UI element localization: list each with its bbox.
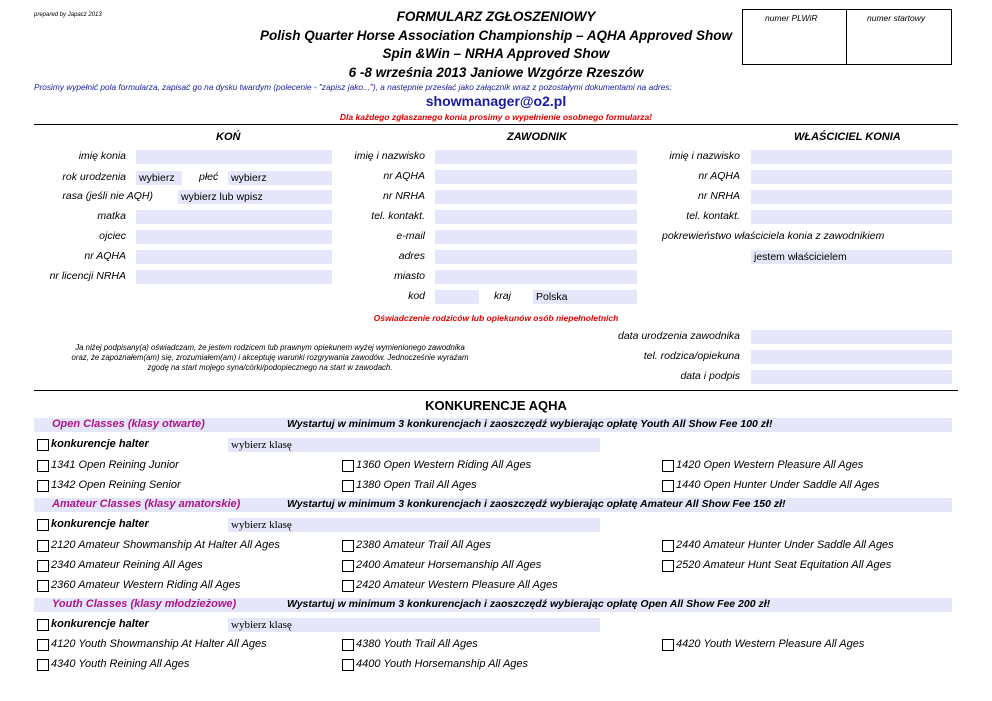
class-checkbox-1380[interactable]	[342, 480, 354, 492]
nrha-license-label: nr licencji NRHA	[49, 270, 126, 282]
event-title: Polish Quarter Horse Association Championship – AQHA Approved Show	[259, 28, 733, 43]
declaration-line-3: zgodę na start mojego syna/córki/podopiecznego na start w zawodach.	[147, 363, 393, 372]
youth-halter-checkbox[interactable]	[37, 619, 49, 631]
class-label-1440: 1440 Open Hunter Under Saddle All Ages	[676, 479, 880, 491]
sex-select[interactable]: wybierz	[228, 171, 332, 185]
start-number-label: numer startowy	[867, 13, 926, 23]
class-checkbox-2340[interactable]	[37, 560, 49, 572]
class-label-2360: 2360 Amateur Western Riding All Ages	[51, 579, 241, 591]
class-label-2520: 2520 Amateur Hunt Seat Equitation All Ages	[676, 559, 892, 571]
amateur-classes-promo: Wystartuj w minimum 3 konkurencjach i zaoszczędź wybierając opłatę Amateur All Show Fee 150 zł!	[287, 498, 786, 510]
relationship-label: pokrewieństwo właściciela konia z zawodnikiem	[662, 230, 885, 242]
parent-phone-field[interactable]	[751, 350, 952, 364]
class-label-2400: 2400 Amateur Horsemanship All Ages	[356, 559, 542, 571]
class-checkbox-2120[interactable]	[37, 540, 49, 552]
class-checkbox-1341[interactable]	[37, 460, 49, 472]
class-label-4120: 4120 Youth Showmanship At Halter All Ages	[51, 638, 267, 650]
breed-label: rasa (jeśli nie AQH)	[62, 190, 153, 202]
class-label-2440: 2440 Amateur Hunter Under Saddle All Ages	[676, 539, 894, 551]
class-checkbox-2420[interactable]	[342, 580, 354, 592]
parents-statement-title: Oświadczenie rodziców lub opiekunów osób niepełnoletnich	[373, 313, 619, 323]
youth-halter-label: konkurencje halter	[51, 618, 149, 630]
class-label-2380: 2380 Amateur Trail All Ages	[356, 539, 491, 551]
rider-email-field[interactable]	[435, 230, 637, 244]
class-label-4380: 4380 Youth Trail All Ages	[356, 638, 478, 650]
country-label: kraj	[494, 290, 511, 302]
birth-year-select[interactable]: wybierz	[136, 171, 182, 185]
rider-city-label: miasto	[394, 270, 425, 282]
postal-code-label: kod	[408, 290, 425, 302]
class-checkbox-4120[interactable]	[37, 639, 49, 651]
class-checkbox-1360[interactable]	[342, 460, 354, 472]
class-label-4400: 4400 Youth Horsemanship All Ages	[356, 658, 529, 670]
event-date-place: 6 -8 września 2013 Janiowe Wzgórze Rzeszów	[348, 65, 644, 80]
open-classes-title: Open Classes (klasy otwarte)	[52, 418, 205, 430]
horse-name-label: imię konia	[78, 150, 126, 162]
country-field[interactable]: Polska	[533, 290, 637, 304]
horse-column-header: KOŃ	[216, 131, 241, 143]
class-checkbox-4400[interactable]	[342, 659, 354, 671]
class-checkbox-2380[interactable]	[342, 540, 354, 552]
class-label-2340: 2340 Amateur Reining All Ages	[51, 559, 203, 571]
open-halter-class-select[interactable]: wybierz klasę	[228, 438, 600, 452]
date-signature-label: data i podpis	[680, 370, 740, 382]
postal-code-field[interactable]	[435, 290, 479, 304]
open-halter-label: konkurencje halter	[51, 438, 149, 450]
open-classes-promo: Wystartuj w minimum 3 konkurencjach i zaoszczędź wybierając opłatę Youth All Show Fee 100 zł!	[287, 418, 773, 430]
dam-label: matka	[97, 210, 126, 222]
rider-city-field[interactable]	[435, 270, 637, 284]
class-label-1342: 1342 Open Reining Senior	[51, 479, 181, 491]
owner-phone-label: tel. kontakt.	[686, 210, 740, 222]
horse-aqha-field[interactable]	[136, 250, 332, 264]
rider-nrha-label: nr NRHA	[382, 190, 425, 202]
class-checkbox-2360[interactable]	[37, 580, 49, 592]
owner-nrha-label: nr NRHA	[697, 190, 740, 202]
class-checkbox-1440[interactable]	[662, 480, 674, 492]
plwir-number-label: numer PLWiR	[765, 13, 818, 23]
nrha-license-field[interactable]	[136, 270, 332, 284]
class-checkbox-1420[interactable]	[662, 460, 674, 472]
divider	[34, 124, 958, 125]
contact-email[interactable]: showmanager@o2.pl	[425, 93, 567, 109]
rider-birthdate-label: data urodzenia zawodnika	[617, 330, 740, 342]
date-signature-field[interactable]	[751, 370, 952, 384]
rider-name-label: imię i nazwisko	[354, 150, 425, 162]
horse-name-field[interactable]	[136, 150, 332, 164]
dam-field[interactable]	[136, 210, 332, 224]
class-checkbox-2520[interactable]	[662, 560, 674, 572]
class-checkbox-2400[interactable]	[342, 560, 354, 572]
class-label-2120: 2120 Amateur Showmanship At Halter All Ages	[51, 539, 280, 551]
owner-aqha-field[interactable]	[751, 170, 952, 184]
owner-phone-field[interactable]	[751, 210, 952, 224]
class-checkbox-4420[interactable]	[662, 639, 674, 651]
birth-year-label: rok urodzenia	[62, 171, 126, 183]
rider-birthdate-field[interactable]	[751, 330, 952, 344]
sex-label: płeć	[199, 171, 219, 183]
number-box	[742, 9, 952, 65]
rider-email-label: e-mail	[396, 230, 425, 242]
owner-name-field[interactable]	[751, 150, 952, 164]
open-halter-checkbox[interactable]	[37, 439, 49, 451]
relationship-select[interactable]: jestem właścicielem	[751, 250, 952, 264]
event-subtitle: Spin &Win – NRHA Approved Show	[382, 46, 610, 61]
class-checkbox-4380[interactable]	[342, 639, 354, 651]
youth-classes-title: Youth Classes (klasy młodzieżowe)	[52, 598, 237, 610]
owner-column-header: WŁAŚCICIEL KONIA	[794, 131, 901, 143]
class-checkbox-1342[interactable]	[37, 480, 49, 492]
rider-aqha-label: nr AQHA	[383, 170, 425, 182]
rider-address-label: adres	[398, 250, 425, 262]
class-label-2420: 2420 Amateur Western Pleasure All Ages	[356, 579, 558, 591]
amateur-halter-label: konkurencje halter	[51, 518, 149, 530]
class-label-4340: 4340 Youth Reining All Ages	[51, 658, 190, 670]
rider-nrha-field[interactable]	[435, 190, 637, 204]
per-horse-note: Dla każdego zgłaszanego konia prosimy o wypełnienie osobnego formularza!	[339, 112, 653, 122]
class-label-1420: 1420 Open Western Pleasure All Ages	[676, 459, 864, 471]
amateur-classes-title: Amateur Classes (klasy amatorskie)	[52, 498, 241, 510]
class-label-1380: 1380 Open Trail All Ages	[356, 479, 477, 491]
declaration-line-1: Ja niżej podpisany(a) oświadczam, że jestem rodzicem lub prawnym opiekunem wyżej wymienionego zawodnika	[75, 343, 465, 352]
prepared-by-note: prepared by Japacz 2013	[34, 12, 102, 18]
class-label-4420: 4420 Youth Western Pleasure All Ages	[676, 638, 865, 650]
class-checkbox-2440[interactable]	[662, 540, 674, 552]
sire-field[interactable]	[136, 230, 332, 244]
sire-label: ojciec	[99, 230, 126, 242]
rider-phone-label: tel. kontakt.	[371, 210, 425, 222]
instructions-text: Prosimy wypełnić pola formularza, zapisać go na dysku twardym (polecenie - "zapisz jako..."), a następnie przesłać jako załącznik wraz z pozostałymi dokumentami na adres:	[34, 82, 672, 92]
class-label-1341: 1341 Open Reining Junior	[51, 459, 179, 471]
form-title: FORMULARZ ZGŁOSZENIOWY	[396, 9, 596, 24]
amateur-halter-class-select[interactable]: wybierz klasę	[228, 518, 600, 532]
divider	[34, 390, 958, 391]
owner-name-label: imię i nazwisko	[669, 150, 740, 162]
youth-classes-promo: Wystartuj w minimum 3 konkurencjach i zaoszczędź wybierając opłatę Open All Show Fee 200 zł!	[287, 598, 771, 610]
classes-title: KONKURENCJE AQHA	[425, 398, 567, 413]
rider-address-field[interactable]	[435, 250, 637, 264]
breed-select[interactable]: wybierz lub wpisz	[178, 190, 332, 204]
parent-phone-label: tel. rodzica/opiekuna	[643, 350, 740, 362]
horse-aqha-label: nr AQHA	[84, 250, 126, 262]
class-label-1360: 1360 Open Western Riding All Ages	[356, 459, 532, 471]
class-checkbox-4340[interactable]	[37, 659, 49, 671]
declaration-line-2: oraz, że zapoznałem(am) się, zrozumiałem(am) i akceptuję warunki rozgrywania zawodów. Jednocześnie wyrażam	[71, 353, 469, 362]
amateur-halter-checkbox[interactable]	[37, 519, 49, 531]
rider-aqha-field[interactable]	[435, 170, 637, 184]
rider-phone-field[interactable]	[435, 210, 637, 224]
owner-aqha-label: nr AQHA	[698, 170, 740, 182]
youth-halter-class-select[interactable]: wybierz klasę	[228, 618, 600, 632]
rider-name-field[interactable]	[435, 150, 637, 164]
rider-column-header: ZAWODNIK	[507, 131, 567, 143]
owner-nrha-field[interactable]	[751, 190, 952, 204]
